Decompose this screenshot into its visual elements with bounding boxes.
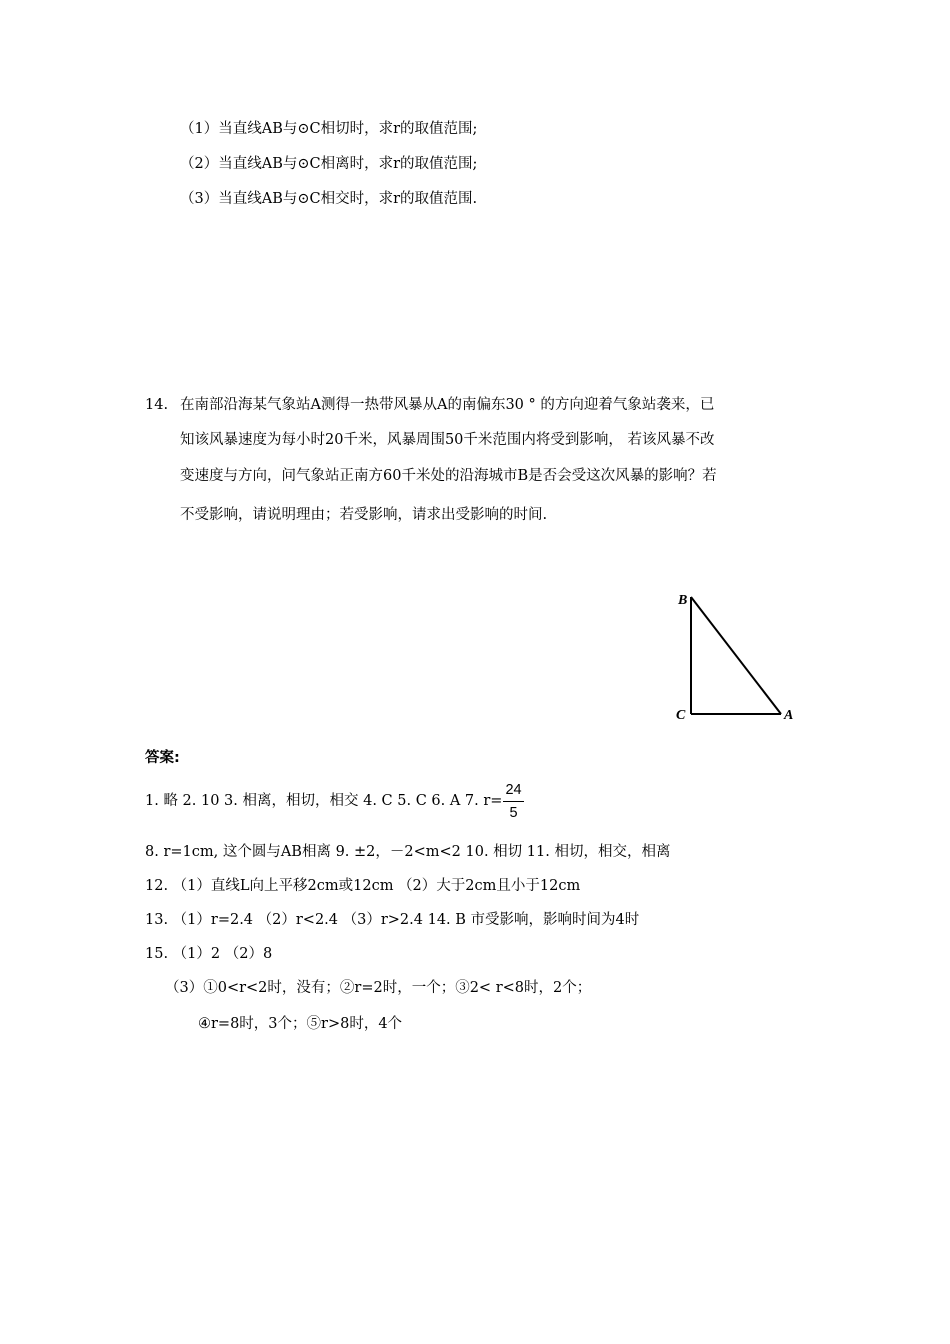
problem-14-line-3: 变速度与方向，问气象站正南方60千米处的沿海城市B是否会受这次风暴的影响？若 — [180, 468, 717, 484]
fraction-24-5 — [503, 779, 523, 824]
vertex-label-c: C — [676, 708, 686, 723]
problem-14-line-1: 在南部沿海某气象站A测得一热带风暴从A的南偏东30 ° 的方向迎着气象站袭来，已 — [180, 397, 715, 413]
problem-14-number: 14. — [145, 397, 169, 413]
answer-line-12: 12. （1）直线L向上平移2cm或12cm （2）大于2cm且小于12cm — [145, 878, 581, 894]
vertex-label-b: B — [678, 593, 688, 608]
question-part-1: （1）当直线AB与⊙C相切时，求r的取值范围; — [180, 121, 478, 137]
vertex-label-a: A — [784, 708, 794, 723]
answer-line-15-part-3: （3）①0<r<2时，没有；②r=2时，一个；③2< r<8时，2个； — [165, 980, 592, 996]
side-ba — [691, 597, 781, 714]
answer-line-13-14: 13. （1）r=2.4 （2）r<2.4 （3）r>2.4 14. B 市受影响，影响时间为4时 — [145, 912, 640, 928]
fraction-denominator: 5 — [509, 804, 518, 821]
problem-14-line-4: 不受影响，请说明理由；若受影响，请求出受影响的时间. — [180, 507, 548, 523]
answers-heading: 答案: — [145, 750, 180, 766]
problem-14-line-2: 知该风暴速度为每小时20千米，风暴周围50千米范围内将受到影响， 若该风暴不改 — [180, 432, 715, 448]
question-part-2: （2）当直线AB与⊙C相离时，求r的取值范围; — [180, 156, 478, 172]
answer-line-8-11: 8. r=1cm, 这个圆与AB相离 9. ±2，－2<m<2 10. 相切 11. 相切，相交，相离 — [145, 844, 671, 860]
answer-line-15-part-3-cont: ④r=8时，3个；⑤r>8时，4个 — [198, 1016, 403, 1032]
fraction-numerator: 24 — [503, 779, 523, 802]
answer-line-15: 15. （1）2 （2）8 — [145, 946, 273, 962]
answer-line-1 — [145, 778, 524, 824]
answer-line-1-text: 1. 略 2. 10 3. 相离，相切，相交 4. C 5. C 6. A 7. r= — [145, 793, 503, 809]
triangle-figure — [670, 585, 810, 730]
question-part-3: （3）当直线AB与⊙C相交时，求r的取值范围. — [180, 191, 478, 207]
